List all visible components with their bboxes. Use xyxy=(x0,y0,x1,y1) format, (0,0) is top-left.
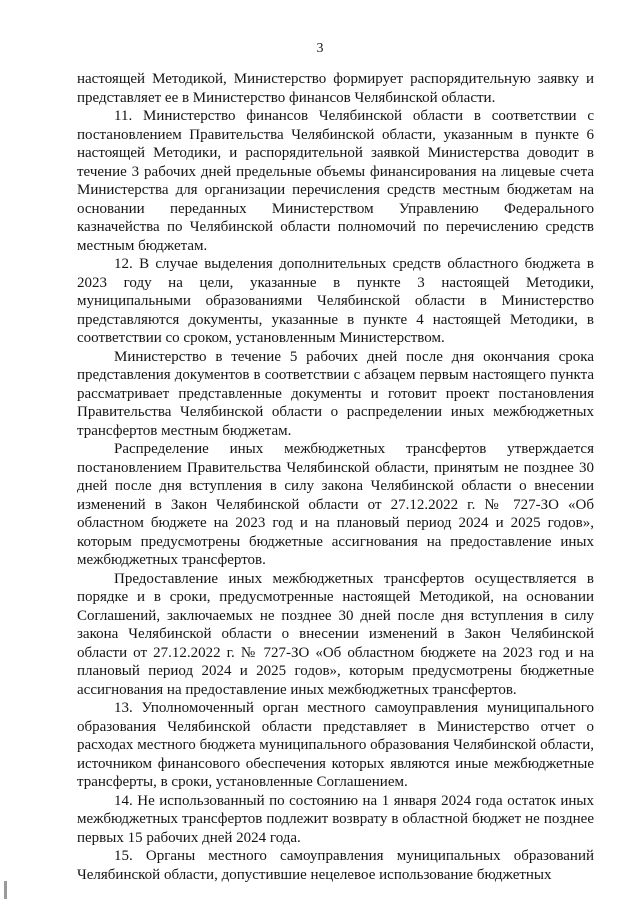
paragraph-14: 14. Не использованный по состоянию на 1 января 2024 года остаток иных межбюджетных трансфертов подлежит возврату в областной бюджет не позднее первых 15 рабочих дней 2024 года. xyxy=(77,792,594,846)
paragraph-12-ministry-review: Министерство в течение 5 рабочих дней после дня окончания срока представления документов в соответствии с абзацем первым настоящего пункта рассматривает представленные документы и готовит проект постановления Правительства Челябинской области о распределении иных межбюджетных трансфертов местным бюджетам. xyxy=(77,348,594,439)
page-number: 3 xyxy=(316,41,324,56)
paragraph-11: 11. Министерство финансов Челябинской области в соответствии с постановлением Правительства Челябинской области, указанным в пункте 6 настоящей Методики, и распорядительной заявкой Министерства доводит в течение 3 рабочих дней предельные объемы финансирования на лицевые счета Министерства для организации перечисления средств местным бюджетам на основании переданных Министерством Управлению Федерального казначейства по Челябинской области полномочий по перечислению средств местным бюджетам. xyxy=(77,108,594,254)
scan-edge-mark xyxy=(4,881,7,899)
paragraph-12: 12. В случае выделения дополнительных средств областного бюджета в 2023 году на цели, указанные в пункте 3 настоящей Методики, муниципальными образованиями Челябинской области в Министерство представляются документы, указанные в пункте 4 настоящей Методики, в соответствии со сроком, установленным Министерством. xyxy=(77,256,594,346)
document-body xyxy=(77,70,594,884)
paragraph-15: 15. Органы местного самоуправления муниципальных образований Челябинской области, допустившие нецелевое использование бюджетных xyxy=(77,848,594,883)
paragraph-10-continuation: настоящей Методикой, Министерство формирует распорядительную заявку и представляет ее в Министерство финансов Челябинской области. xyxy=(77,71,594,106)
paragraph-12-distribution: Распределение иных межбюджетных трансфертов утверждается постановлением Правительства Челябинской области, принятым не позднее 30 дней после дня вступления в силу закона Челябинской области о внесении изменений в Закон Челябинской области от 27.12.2022 г. № 727-ЗО «Об областном бюджете на 2023 год и на плановый период 2024 и 2025 годов», которым предусмотрены бюджетные ассигнования на предоставление иных межбюджетных трансфертов. xyxy=(77,441,594,568)
paragraph-12-provision: Предоставление иных межбюджетных трансфертов осуществляется в порядке и в сроки, предусмотренные настоящей Методикой, на основании Соглашений, заключаемых не позднее 30 дней после дня вступления в силу закона Челябинской области о внесении изменений в Закон Челябинской области от 27.12.2022 г. № 727-ЗО «Об областном бюджете на 2023 год и на плановый период 2024 и 2025 годов», которым предусмотрены бюджетные ассигнования на предоставление иных межбюджетных трансфертов. xyxy=(77,570,594,698)
paragraph-13: 13. Уполномоченный орган местного самоуправления муниципального образования Челябинской области представляет в Министерство отчет о расходах местного бюджета муниципального образования Челябинской области, источником финансового обеспечения которых являются иные межбюджетные трансферты, в сроки, установленные Соглашением. xyxy=(77,700,594,790)
